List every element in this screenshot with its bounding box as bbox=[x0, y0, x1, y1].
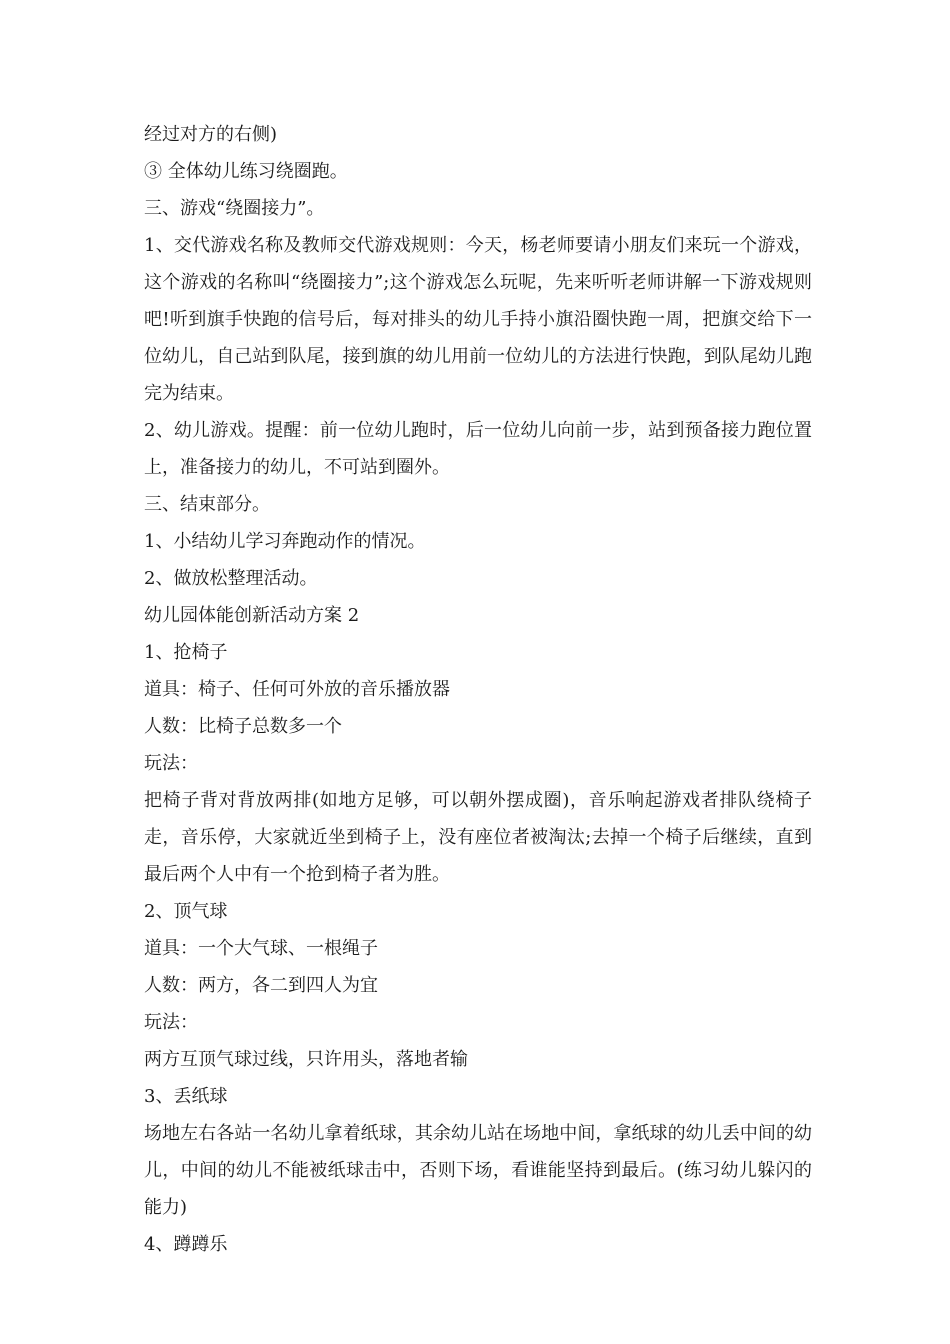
game-1-players: 人数：比椅子总数多一个 bbox=[144, 716, 342, 737]
paragraph-2: ③ 全体幼儿练习绕圈跑。 bbox=[144, 161, 348, 182]
game-2-title: 2、顶气球 bbox=[144, 901, 228, 922]
game-3-howto: 场地左右各站一名幼儿拿着纸球，其余幼儿站在场地中间，拿纸球的幼儿丢中间的幼儿，中间的幼儿不能被纸球击中，否则下场，看谁能坚持到最后。(练习幼儿躲闪的能力) bbox=[144, 1123, 812, 1218]
paragraph-game-play: 2、幼儿游戏。提醒：前一位幼儿跑时，后一位幼儿向前一步，站到预备接力跑位置上，准备接力的幼儿，不可站到圈外。 bbox=[144, 420, 812, 478]
game-1-howto: 把椅子背对背放两排(如地方足够，可以朝外摆成圈)，音乐响起游戏者排队绕椅子走，音乐停，大家就近坐到椅子上，没有座位者被淘汰;去掉一个椅子后继续，直到最后两个人中有一个抢到椅子者为胜。 bbox=[144, 790, 812, 885]
paragraph-game-rules: 1、交代游戏名称及教师交代游戏规则：今天，杨老师要请小朋友们来玩一个游戏，这个游戏的名称叫“绕圈接力”;这个游戏怎么玩呢，先来听听老师讲解一下游戏规则吧!听到旗手快跑的信号后，每对排头的幼儿手持小旗沿圈快跑一周，把旗交给下一位幼儿，自己站到队尾，接到旗的幼儿用前一位幼儿的方法进行快跑，到队尾幼儿跑完为结束。 bbox=[144, 235, 812, 404]
game-1-title: 1、抢椅子 bbox=[144, 642, 228, 663]
paragraph-relax: 2、做放松整理活动。 bbox=[144, 568, 318, 589]
game-1-props: 道具：椅子、任何可外放的音乐播放器 bbox=[144, 679, 450, 700]
section-heading-game: 三、游戏“绕圈接力”。 bbox=[144, 198, 325, 219]
paragraph-summary: 1、小结幼儿学习奔跑动作的情况。 bbox=[144, 531, 426, 552]
game-4-title: 4、蹲蹲乐 bbox=[144, 1234, 228, 1255]
game-2-howto: 两方互顶气球过线，只许用头，落地者输 bbox=[144, 1049, 468, 1070]
paragraph-1: 经过对方的右侧) bbox=[144, 124, 278, 145]
game-2-players: 人数：两方，各二到四人为宜 bbox=[144, 975, 378, 996]
game-1-howto-label: 玩法： bbox=[144, 753, 198, 774]
game-2-howto-label: 玩法： bbox=[144, 1012, 198, 1033]
game-3-title: 3、丢纸球 bbox=[144, 1086, 228, 1107]
section-heading-ending: 三、结束部分。 bbox=[144, 494, 270, 515]
document-body bbox=[144, 116, 812, 1263]
plan-title-2: 幼儿园体能创新活动方案 2 bbox=[144, 605, 360, 626]
game-2-props: 道具：一个大气球、一根绳子 bbox=[144, 938, 378, 959]
